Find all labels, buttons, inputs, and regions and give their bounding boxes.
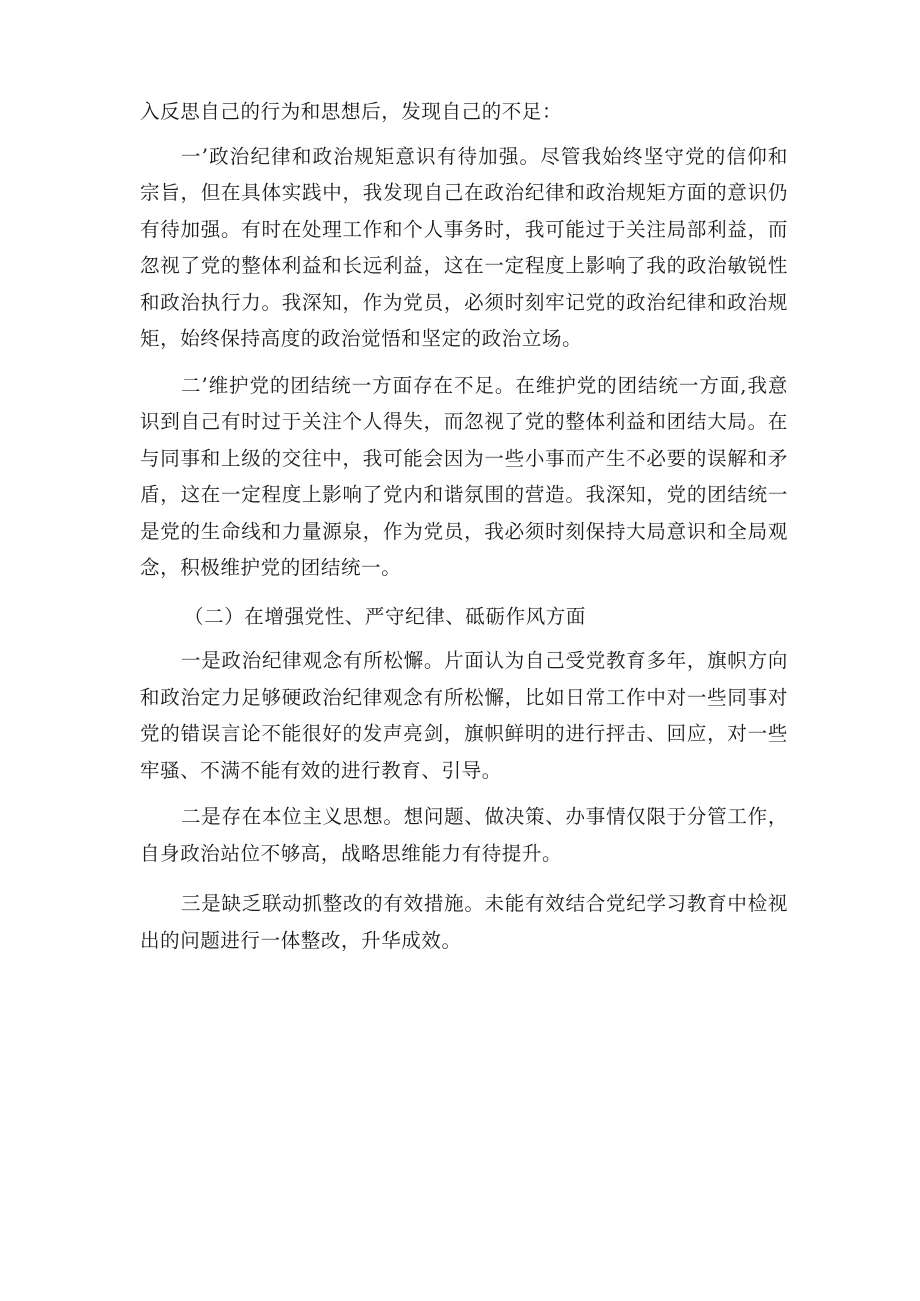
paragraph-point-one: 一是政治纪律观念有所松懈。片面认为自己受党教育多年，旗帜方向和政治定力足够硬政治纪律观念有所松懈，比如日常工作中对一些同事对党的错误言论不能很好的发声亮剑，旗帜鲜明的进行抨击、回应，对一些牢骚、不满不能有效的进行教育、引导。 [140, 649, 788, 782]
document-body [140, 94, 788, 959]
paragraph-point-two: 二是存在本位主义思想。想问题、做决策、办事情仅限于分管工作，自身政治站位不够高，战略思维能力有待提升。 [140, 805, 788, 865]
paragraph-party-unity: 二’维护党的团结统一方面存在不足。在维护党的团结统一方面,我意识到自己有时过于关注个人得失，而忽视了党的整体利益和团结大局。在与同事和上级的交往中，我可能会因为一些小事而产生不必要的误解和矛盾，这在一定程度上影响了党内和谐氛围的营造。我深知，党的团结统一是党的生命线和力量源泉，作为党员，我必须时刻保持大局意识和全局观念，积极维护党的团结统一。 [140, 373, 788, 579]
paragraph-intro: 入反思自己的行为和思想后，发现自己的不足： [140, 100, 563, 123]
section-heading: （二）在增强党性、严守纪律、砥砺作风方面 [184, 604, 587, 628]
paragraph-point-three: 三是缺乏联动抓整改的有效措施。未能有效结合党纪学习教育中检视出的问题进行一体整改，升华成效。 [140, 892, 788, 952]
paragraph-political-discipline: 一’政治纪律和政治规矩意识有待加强。尽管我始终坚守党的信仰和宗旨，但在具体实践中，我发现自己在政治纪律和政治规矩方面的意识仍有待加强。有时在处理工作和个人事务时，我可能过于关注局部利益，而忽视了党的整体利益和长远利益，这在一定程度上影响了我的政治敏锐性和政治执行力。我深知，作为党员，必须时刻牢记党的政治纪律和政治规矩，始终保持高度的政治觉悟和坚定的政治立场。 [140, 144, 788, 350]
